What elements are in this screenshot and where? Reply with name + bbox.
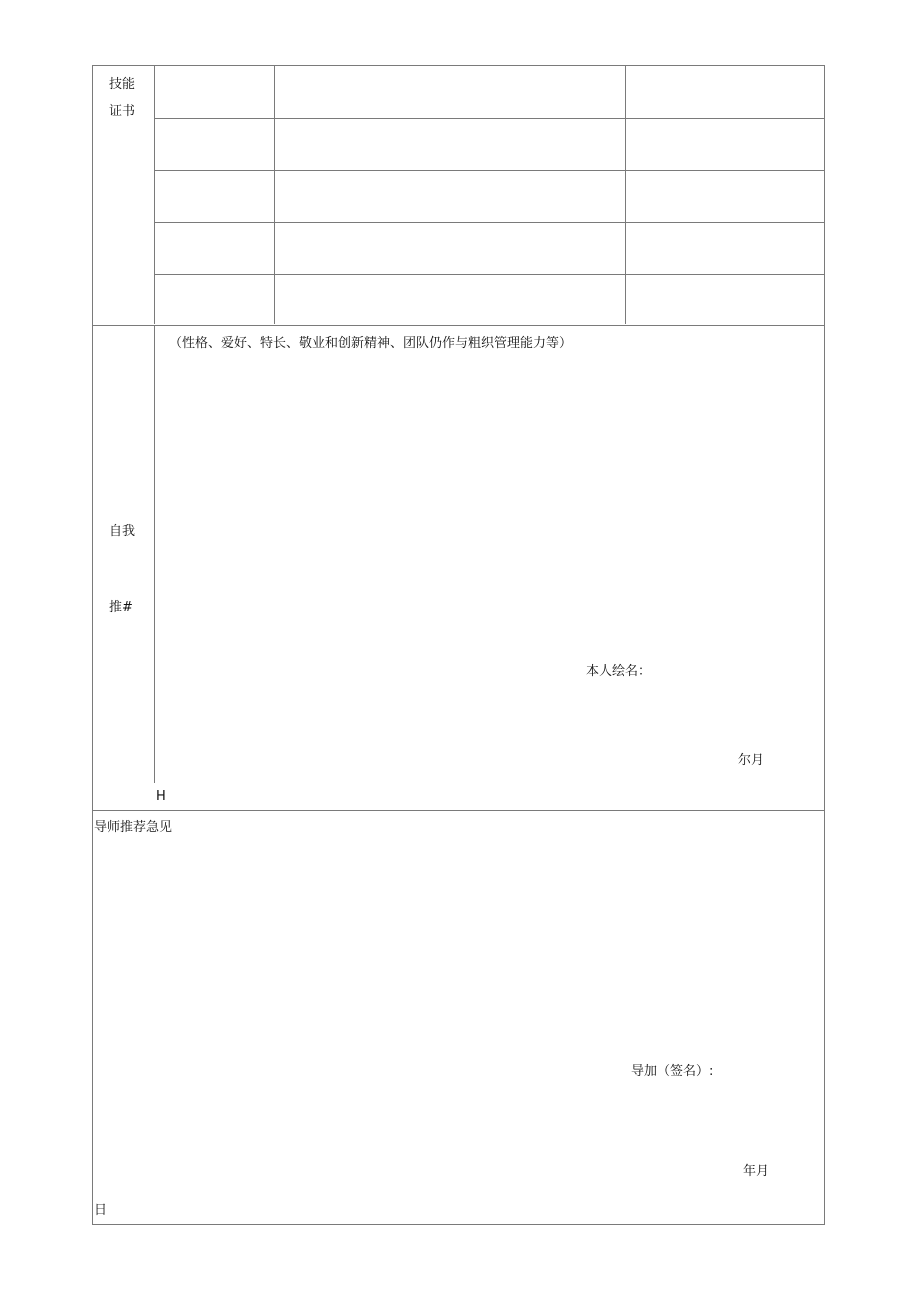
advisor-date-label: 年月 bbox=[743, 1164, 770, 1179]
skill-row-2-detail-cell[interactable] bbox=[276, 120, 623, 168]
application-form bbox=[92, 65, 825, 1225]
skills-row-divider-2 bbox=[154, 170, 825, 171]
self-recommend-label-line1: 自我 bbox=[109, 524, 136, 539]
self-date-day: H bbox=[156, 789, 166, 804]
self-recommend-divider bbox=[154, 325, 155, 783]
skill-row-3-name-cell[interactable] bbox=[156, 172, 272, 220]
skill-row-3-detail-cell[interactable] bbox=[276, 172, 623, 220]
skills-row-divider-1 bbox=[154, 118, 825, 119]
skill-row-2-name-cell[interactable] bbox=[156, 120, 272, 168]
skill-row-4-name-cell[interactable] bbox=[156, 224, 272, 272]
skills-row-divider-4 bbox=[154, 274, 825, 275]
skill-row-1-name-cell[interactable] bbox=[156, 68, 272, 116]
skill-row-5-extra-cell[interactable] bbox=[627, 276, 823, 322]
skill-row-4-extra-cell[interactable] bbox=[627, 224, 823, 272]
skill-row-5-detail-cell[interactable] bbox=[276, 276, 623, 322]
self-signature-label: 本人绘名： bbox=[586, 664, 652, 679]
advisor-date-day: 日 bbox=[94, 1203, 108, 1218]
skill-row-1-extra-cell[interactable] bbox=[627, 68, 823, 116]
skill-row-2-extra-cell[interactable] bbox=[627, 120, 823, 168]
advisor-signature-label: 导加（签名）: bbox=[631, 1064, 714, 1079]
skills-divider-col2 bbox=[274, 66, 275, 324]
skills-divider-col3 bbox=[625, 66, 626, 324]
self-date-label: 尔月 bbox=[738, 753, 765, 768]
section-divider-self bbox=[93, 810, 824, 811]
skills-label-line1: 技能 bbox=[109, 77, 136, 92]
advisor-content-area[interactable] bbox=[97, 842, 821, 1056]
advisor-label: 导师推荐急见 bbox=[94, 820, 173, 835]
self-recommend-label-line2: 推# bbox=[109, 600, 133, 615]
skills-divider-label bbox=[154, 66, 155, 324]
skill-row-1-detail-cell[interactable] bbox=[276, 68, 623, 116]
skill-row-5-name-cell[interactable] bbox=[156, 276, 272, 322]
self-recommend-content-area[interactable] bbox=[157, 358, 821, 658]
section-divider-skills bbox=[93, 325, 824, 326]
skills-row-divider-3 bbox=[154, 222, 825, 223]
skill-row-4-detail-cell[interactable] bbox=[276, 224, 623, 272]
skills-label-line2: 证书 bbox=[109, 104, 136, 119]
self-recommend-hint: （性格、爱好、特长、敬业和创新精神、团队仍作与粗织管理能力等） bbox=[169, 336, 573, 351]
skill-row-3-extra-cell[interactable] bbox=[627, 172, 823, 220]
